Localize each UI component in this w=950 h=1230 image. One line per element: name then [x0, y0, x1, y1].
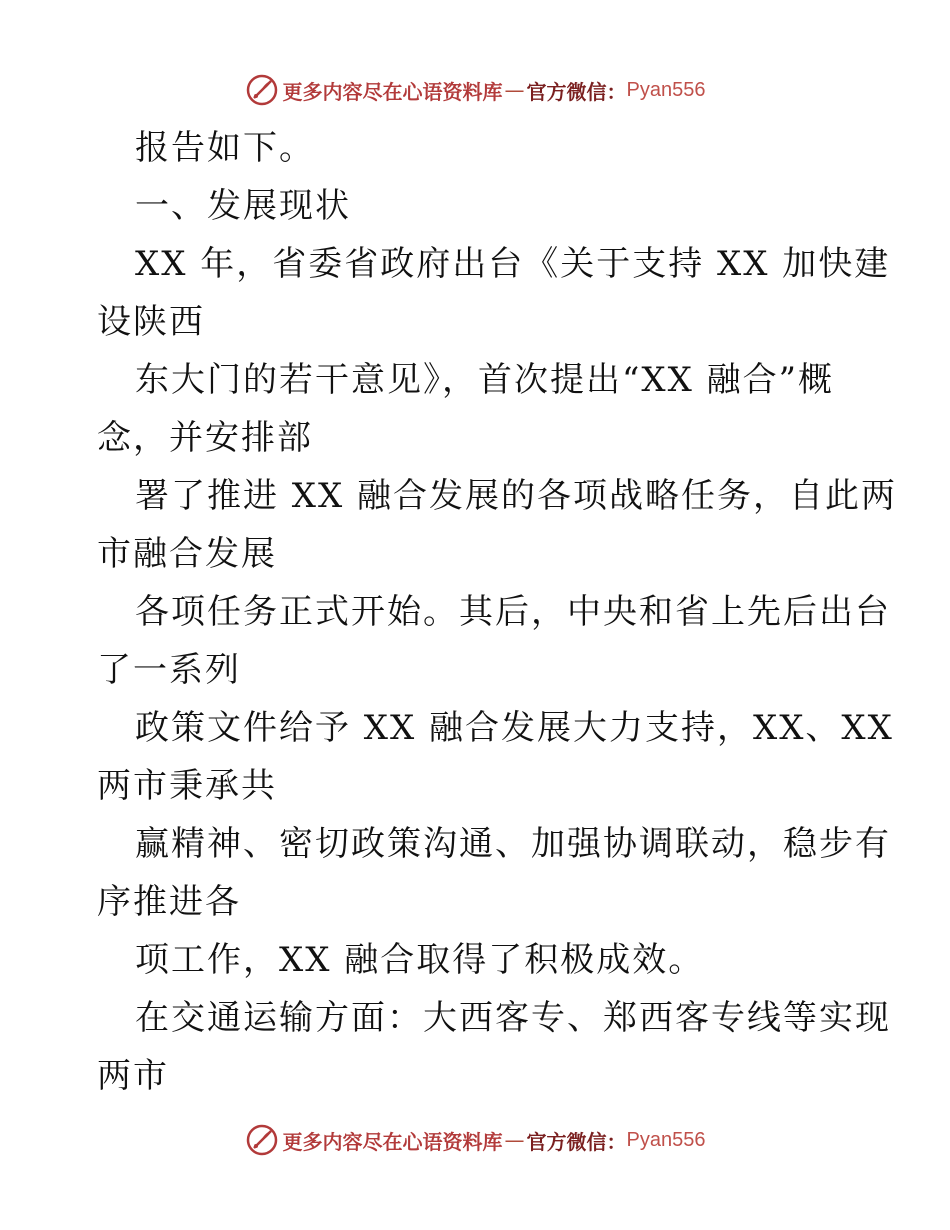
text-line: 念，并安排部	[97, 418, 313, 458]
text-line: 赢精神、密切政策沟通、加强协调联动，稳步有	[135, 824, 891, 864]
watermark-brand: 更多内容尽在心语资料库	[282, 79, 503, 104]
header-watermark	[0, 70, 950, 110]
document-body	[97, 119, 898, 1105]
watermark-label: 官方微信：	[526, 1129, 627, 1154]
text-line: 两市	[97, 1056, 169, 1096]
quill-logo-icon	[245, 73, 279, 107]
watermark-wechat-id: Pyan556	[626, 1128, 706, 1151]
text-line: 在交通运输方面：大西客专、郑西客专线等实现	[135, 998, 891, 1038]
footer-watermark	[0, 1120, 950, 1160]
text-line: 报告如下。	[135, 128, 315, 168]
text-line: 各项任务正式开始。其后，中央和省上先后出台	[135, 592, 891, 632]
watermark-dash: —	[504, 78, 525, 102]
watermark-brand: 更多内容尽在心语资料库	[282, 1129, 503, 1154]
text-line: 东大门的若干意见》，首次提出“XX 融合”概	[135, 360, 834, 400]
text-line: 项工作，XX 融合取得了积极成效。	[135, 940, 705, 980]
text-line: 政策文件给予 XX 融合发展大力支持，XX、XX	[135, 708, 894, 748]
text-line: 两市秉承共	[97, 766, 277, 806]
text-line: XX 年，省委省政府出台《关于支持 XX 加快建	[135, 244, 891, 284]
text-line: 一、发展现状	[135, 186, 351, 226]
watermark-dash: —	[504, 1128, 525, 1152]
text-line: 序推进各	[97, 882, 241, 922]
quill-logo-icon	[245, 1123, 279, 1157]
watermark-label: 官方微信：	[526, 79, 627, 104]
text-line: 设陕西	[97, 302, 205, 342]
watermark-wechat-id: Pyan556	[626, 78, 706, 101]
text-line: 署了推进 XX 融合发展的各项战略任务，自此两	[135, 476, 898, 516]
text-line: 市融合发展	[97, 534, 277, 574]
text-line: 了一系列	[97, 650, 241, 690]
